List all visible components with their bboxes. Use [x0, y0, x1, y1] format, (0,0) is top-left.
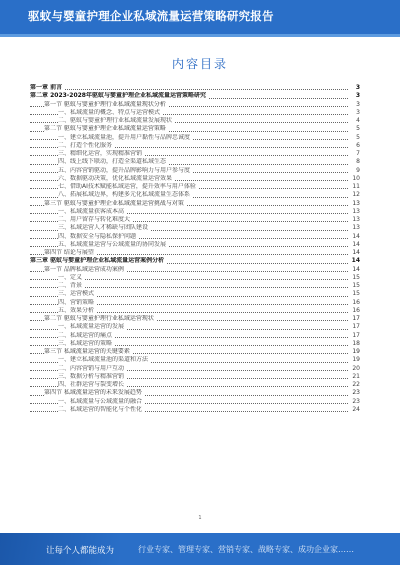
- toc-entry-label: 一、建立私域流量池的渠道和方法: [58, 356, 149, 364]
- toc-entry-page: 23: [352, 389, 360, 397]
- toc-leader-dots: [30, 89, 348, 90]
- toc-entry-page: 13: [352, 207, 360, 215]
- toc-entry[interactable]: [30, 134, 360, 142]
- toc-entry[interactable]: [30, 249, 360, 257]
- toc-entry-page: 7: [356, 150, 360, 157]
- toc-entry-page: 14: [352, 249, 360, 256]
- toc-entry-page: 11: [352, 183, 360, 190]
- toc-entry-label: 三、私域运营的策略: [58, 339, 113, 347]
- toc-entry[interactable]: [30, 323, 360, 331]
- toc-entry[interactable]: [30, 365, 360, 373]
- toc-entry-page: 9: [356, 166, 360, 174]
- footer-slogan: 让每个人都能成为: [46, 546, 115, 556]
- toc-entry[interactable]: [30, 373, 360, 381]
- toc-entry-page: 14: [351, 257, 360, 265]
- toc-entry[interactable]: [30, 109, 360, 117]
- toc-entry[interactable]: [30, 216, 360, 224]
- toc-entry-label: 二、背景: [58, 282, 83, 289]
- toc-entry[interactable]: [30, 84, 360, 92]
- toc-entry-label: 第一节 品牌私域运营成功案例: [44, 265, 124, 273]
- toc-entry-page: 16: [352, 298, 360, 306]
- toc-entry-label: 二、用户留存与转化难度大: [58, 216, 131, 223]
- toc-entry-label: 第三章 驱蚊与婴童护理企业私域流量运营案例分析: [30, 257, 165, 265]
- toc-entry[interactable]: [30, 290, 360, 298]
- toc-entry[interactable]: [30, 257, 360, 265]
- toc-entry[interactable]: [30, 158, 360, 166]
- toc-entry[interactable]: [30, 183, 360, 191]
- toc-entry-page: 6: [356, 141, 360, 149]
- toc-entry[interactable]: [30, 233, 360, 241]
- toc-entry-label: 二、内容营销与用户互动: [58, 364, 125, 372]
- toc-entry-page: 5: [356, 133, 360, 141]
- toc-entry[interactable]: [30, 92, 360, 100]
- toc-entry[interactable]: [30, 191, 360, 199]
- toc-entry-page: 4: [356, 117, 360, 124]
- toc-entry-label: 第一章 前言: [30, 84, 63, 91]
- toc-entry[interactable]: [30, 266, 360, 274]
- toc-entry-page: 19: [352, 356, 360, 364]
- document-footer: [0, 533, 400, 565]
- toc-entry-label: 一、建立私域流量池，提升用户黏性与品牌忠诚度: [58, 133, 191, 141]
- toc-entry-label: 第二节 驱蚊与婴童护理行业私域运营现状: [44, 315, 154, 322]
- toc-entry-label: 三、精细化运营，实现精准营销: [58, 150, 143, 157]
- toc-entry-page: 13: [352, 216, 360, 223]
- document-header: [0, 0, 400, 34]
- toc-entry[interactable]: [30, 125, 360, 133]
- toc-entry-page: 15: [352, 290, 360, 298]
- toc-entry-page: 14: [352, 232, 360, 240]
- toc-entry-label: 第四节 结论与展望: [44, 249, 94, 256]
- toc-entry-page: 13: [352, 224, 360, 232]
- toc-entry-label: 三、运营模式: [58, 290, 95, 298]
- toc-entry-page: 22: [352, 381, 360, 388]
- toc-entry-label: 一、私域流量与公域流量的融合: [58, 397, 143, 405]
- toc-entry-label: 第二节 驱蚊与婴童护理企业私域流量运营策略: [44, 125, 166, 133]
- toc-entry[interactable]: [30, 274, 360, 282]
- toc-entry-page: 17: [352, 315, 360, 322]
- toc-entry[interactable]: [30, 299, 360, 307]
- toc-entry-label: 一、私域流量运营的发展: [58, 323, 125, 331]
- toc-entry[interactable]: [30, 200, 360, 208]
- toc-entry-page: 3: [355, 92, 360, 100]
- toc-entry-page: 19: [352, 348, 360, 355]
- toc-entry-label: 二、私域运营的痛点: [58, 331, 113, 339]
- toc-entry-page: 16: [352, 306, 360, 314]
- toc-entry-label: 一、私域流量的概念、特点与运营模式: [58, 108, 161, 116]
- toc-entry[interactable]: [30, 142, 360, 150]
- toc-entry[interactable]: [30, 175, 360, 183]
- toc-entry-page: 3: [356, 108, 360, 116]
- toc-entry-label: 二、驱蚊与婴童护理行业私域流量发展现状: [58, 117, 173, 124]
- toc-entry[interactable]: [30, 307, 360, 315]
- footer-tagline: 行业专家、管理专家、营销专家、战略专家、成功企业家……: [138, 545, 354, 554]
- toc-entry-label: 二、打造个性化服务: [58, 141, 113, 149]
- toc-entry-page: 15: [352, 282, 360, 289]
- toc-entry-page: 3: [355, 84, 360, 91]
- toc-entry[interactable]: [30, 224, 360, 232]
- toc-entry[interactable]: [30, 340, 360, 348]
- toc-entry-page: 17: [352, 323, 360, 331]
- toc-entry[interactable]: [30, 241, 360, 249]
- toc-entry-label: 第一节 驱蚊与婴童护理行业私域流量现状分析: [44, 100, 166, 108]
- toc-entry-label: 五、私域流量运营与公域流量的协同发展: [58, 240, 167, 248]
- toc-entry[interactable]: [30, 332, 360, 340]
- toc-entry-label: 五、效果分析: [58, 306, 95, 314]
- toc-entry-label: 四、社群运营与裂变增长: [58, 381, 125, 388]
- document-title: 驱蚊与婴童护理企业私域流量运营策略研究报告: [28, 9, 274, 23]
- toc-entry-label: 一、私域流量获客成本高: [58, 207, 125, 215]
- toc-entry-label: 三、私域运营人才稀缺与团队建设: [58, 224, 149, 232]
- toc-heading: 内容目录: [171, 57, 228, 71]
- header-divider: [0, 34, 400, 37]
- toc-entry[interactable]: [30, 406, 360, 414]
- toc-entry[interactable]: [30, 150, 360, 158]
- toc-entry-page: 14: [352, 265, 360, 273]
- toc-entry-page: 13: [352, 199, 360, 207]
- table-of-contents: [30, 84, 360, 414]
- toc-entry-page: 20: [352, 364, 360, 372]
- toc-entry[interactable]: [30, 117, 360, 125]
- toc-entry-label: 二、私域运营的智能化与个性化: [58, 405, 143, 413]
- page-number: 1: [198, 515, 202, 521]
- toc-entry-page: 3: [356, 100, 360, 108]
- toc-entry-page: 12: [352, 191, 360, 199]
- toc-entry[interactable]: [30, 381, 360, 389]
- toc-entry-label: 八、拓展私域边界，构建多元化私域流量生态体系: [58, 191, 191, 199]
- toc-entry[interactable]: [30, 348, 360, 356]
- toc-entry[interactable]: [30, 315, 360, 323]
- toc-entry[interactable]: [30, 208, 360, 216]
- toc-entry-label: 五、内容营销驱动，提升品牌影响力与用户参与度: [58, 166, 191, 174]
- toc-entry-page: 24: [352, 405, 360, 413]
- toc-entry[interactable]: [30, 282, 360, 290]
- toc-entry-page: 21: [352, 372, 360, 380]
- toc-entry-label: 第三节 驱蚊与婴童护理企业私域流量运营挑战与对策: [44, 199, 184, 207]
- toc-entry-label: 第二章 2023-2028年驱蚊与婴童护理企业私域流量运营策略研究: [30, 92, 206, 100]
- toc-entry-page: 18: [352, 339, 360, 347]
- toc-entry-page: 5: [356, 125, 360, 133]
- toc-entry-page: 23: [352, 397, 360, 405]
- toc-entry-page: 10: [352, 174, 360, 182]
- toc-entry-label: 三、数据分析与精准营销: [58, 372, 125, 380]
- toc-entry-page: 8: [356, 158, 360, 166]
- toc-entry-label: 第四节 私域流量运营的未来发展趋势: [44, 389, 142, 397]
- toc-entry[interactable]: [30, 167, 360, 175]
- toc-entry-label: 四、线上线下联动，打造全渠道私域生态: [58, 158, 167, 166]
- toc-entry[interactable]: [30, 398, 360, 406]
- toc-entry-label: 四、营销策略: [58, 298, 95, 306]
- toc-entry-page: 14: [352, 240, 360, 248]
- toc-entry-label: 七、借助AI技术赋能私域运营，提升效率与用户体验: [58, 183, 196, 190]
- toc-entry[interactable]: [30, 389, 360, 397]
- toc-entry-page: 15: [352, 273, 360, 281]
- toc-entry-page: 17: [352, 331, 360, 339]
- toc-entry-label: 四、数据安全与隐私保护问题: [58, 232, 137, 240]
- toc-entry[interactable]: [30, 101, 360, 109]
- toc-entry-label: 六、数据驱动决策，优化私域流量运营效果: [58, 174, 173, 182]
- toc-entry-label: 第三节 私域流量运营的关键要素: [44, 348, 130, 355]
- toc-entry-label: 一、定义: [58, 273, 83, 281]
- toc-entry[interactable]: [30, 356, 360, 364]
